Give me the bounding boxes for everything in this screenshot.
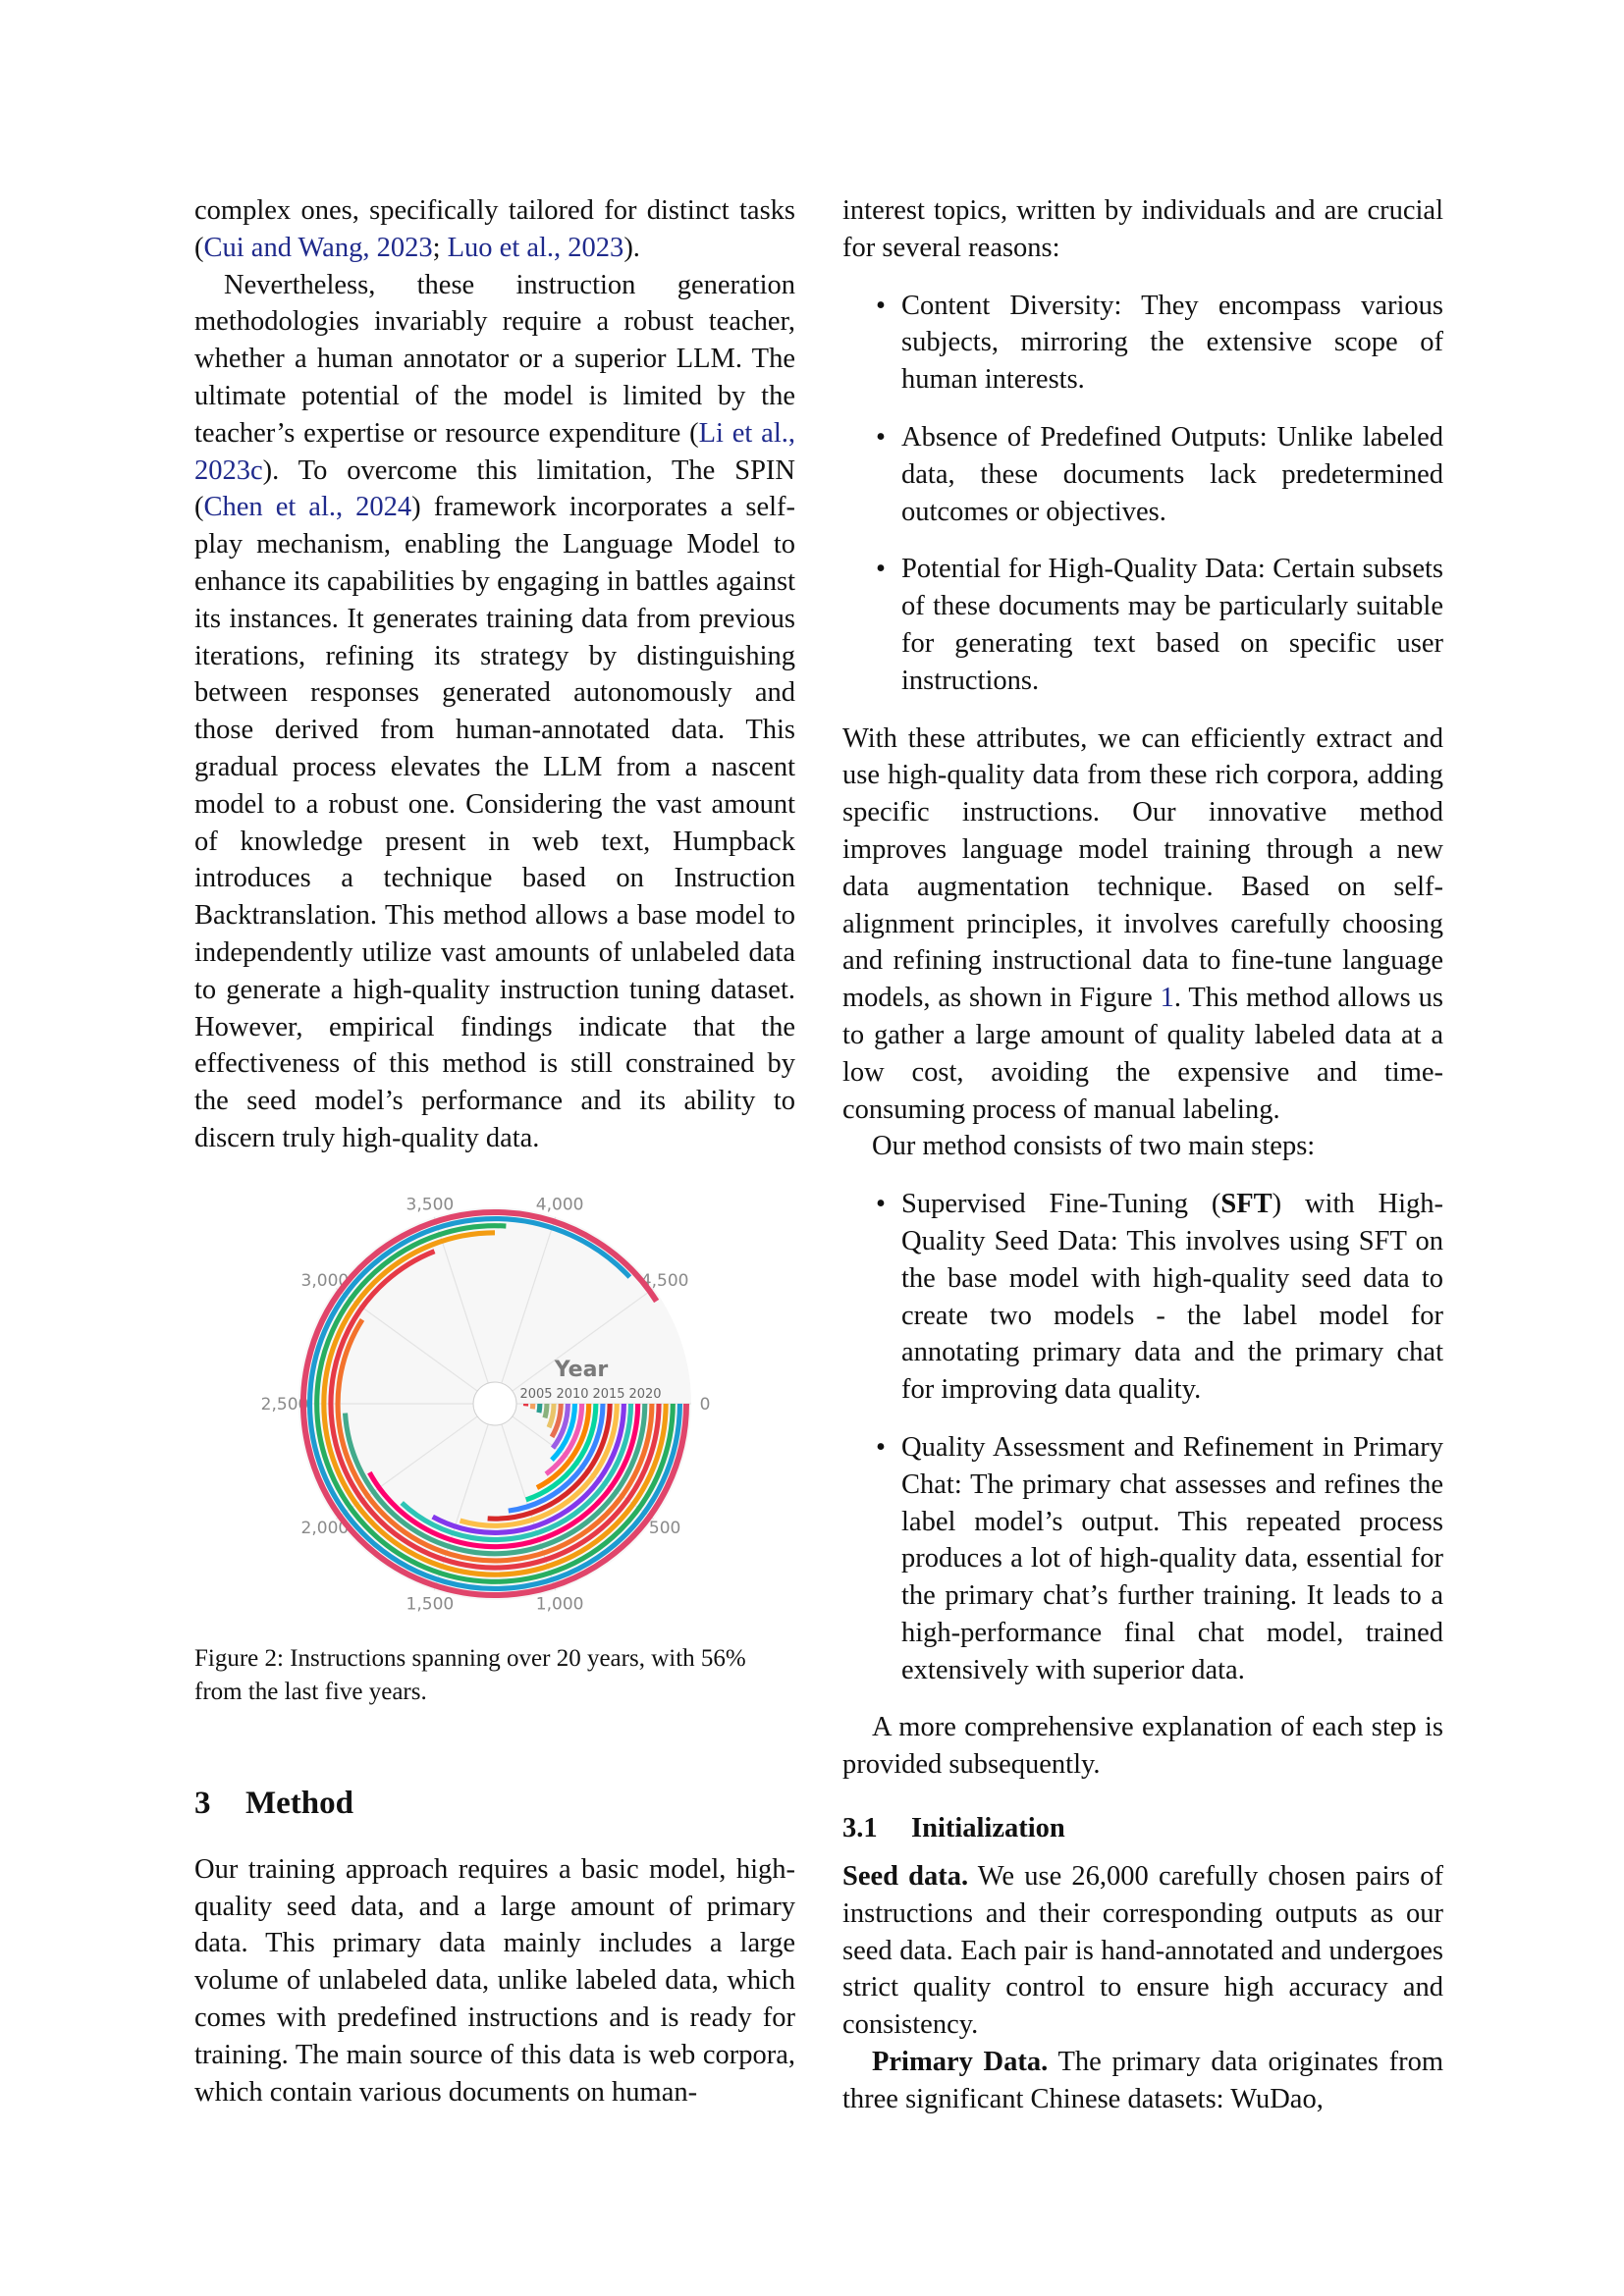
year-bar-2003: [539, 1404, 540, 1413]
axis-tick-label: 2,000: [300, 1518, 350, 1538]
paragraph-attributes: With these attributes, we can efficiently extract and use high-quality data from these rich corpora, adding specific instructions. Our innovative method improves language model training through a new data augmentation technique. Based on self-alignment principles, it involves carefully choosing and refining instructional data to fine-tune language models, as shown in Figure 1. This method allows us to gather a large amount of quality labeled data at a low cost, avoiding the expensive and time-consuming process of manual labeling.: [842, 722, 1443, 1125]
axis-tick-label: 1,500: [406, 1594, 455, 1615]
chart-center-hole: [473, 1382, 516, 1425]
list-item: • Content Diversity: They encompass various subjects, mirroring the extensive scope of human interests.: [876, 290, 1443, 396]
axis-tick-label: 1,000: [535, 1594, 584, 1615]
paragraph-teacher: Nevertheless, these instruction generation methodologies invariably require a robust teacher, whether a human annotator or a superior LLM. The ultimate potential of the model is limited by the teacher’s expertise or resource expenditure (Li et al., 2023c). To overcome this limitation, The SPIN (Chen et al., 2024) framework incorporates a self-play mechanism, enabling the Language Model to enhance its capabilities by engaging in battles against its instances. It generates training data from previous iterations, refining its strategy by distinguishing between responses generated autonomously and those derived from human-annotated data. This gradual process elevates the LLM from a nascent model to a robust one. Considering the vast amount of knowledge present in web text, Humpback introduces a technique based on Instruction Backtranslation. This method allows a base model to independently utilize vast amounts of unlabeled data to generate a high-quality instruction tuning dataset. However, empirical findings indicate that the effectiveness of this method is still constrained by the seed model’s performance and its ability to discern truly high-quality data.: [194, 269, 795, 1153]
axis-tick-label: 3,500: [406, 1195, 455, 1215]
axis-tick-label: 2,500: [260, 1394, 309, 1415]
list-item: • Absence of Predefined Outputs: Unlike labeled data, these documents lack predetermined outcomes or objectives.: [876, 421, 1443, 527]
citation-luo[interactable]: Luo et al., 2023: [447, 232, 624, 263]
list-item: • Supervised Fine-Tuning (SFT) with High-Quality Seed Data: This involves using SFT on the base model with high-quality seed data to create two models - the label model for annotating primary data and the primary chat for improving data quality.: [876, 1189, 1443, 1406]
axis-tick-label: 4,000: [535, 1195, 584, 1215]
paragraph-interest-topics: interest topics, written by individuals and are crucial for several reasons:: [842, 195, 1443, 263]
citation-cui-wang[interactable]: Cui and Wang, 2023: [203, 232, 433, 263]
attributes-list: [842, 288, 1443, 700]
axis-tick-label: 0: [699, 1394, 711, 1415]
year-label: 2015: [592, 1386, 625, 1402]
chart-title: Year: [554, 1357, 609, 1382]
year-label: 2020: [628, 1386, 662, 1402]
year-label: 2005: [519, 1386, 553, 1402]
steps-list: [842, 1186, 1443, 1688]
figure-2: [194, 1193, 795, 1709]
paragraph-intro: complex ones, specifically tailored for distinct tasks (Cui and Wang, 2023; Luo et al., 2023).: [194, 195, 795, 263]
year-label: 2010: [556, 1386, 589, 1402]
axis-tick-label: 4,500: [640, 1270, 689, 1291]
axis-tick-label: 500: [648, 1518, 681, 1538]
list-item: • Potential for High-Quality Data: Certain subsets of these documents may be particularly suitable for generating text based on specific user instructions.: [876, 554, 1443, 696]
figure-ref-1[interactable]: 1: [1160, 983, 1174, 1014]
year-bar-2004: [545, 1404, 547, 1417]
radial-year-chart: [249, 1193, 740, 1625]
axis-tick-label: 3,000: [300, 1270, 350, 1291]
paragraph-explanation: A more comprehensive explanation of each step is provided subsequently.: [842, 1712, 1443, 1781]
subsection-heading-initialization: 3.1 Initialization: [842, 1813, 1065, 1844]
paragraph-primary-data: Primary Data. The primary data originates from three significant Chinese datasets: WuDao,: [842, 2047, 1443, 2114]
paragraph-seed-data: Seed data. We use 26,000 carefully chosen pairs of instructions and their corresponding outputs as our seed data. Each pair is hand-annotated and undergoes strict quality control to ensure high accuracy and consistency.: [842, 1861, 1443, 2041]
right-column: [842, 192, 1443, 2118]
section-heading-method: 3 Method: [194, 1785, 353, 1821]
figure-caption: Figure 2: Instructions spanning over 20 years, with 56% from the last five years.: [194, 1644, 746, 1705]
paragraph-training-approach: Our training approach requires a basic model, high-quality seed data, and a large amount of primary data. This primary data mainly includes a large volume of unlabeled data, unlike labeled data, which comes with predefined instructions and is ready for training. The main source of this data is web corpora, which contain various documents on human-: [194, 1853, 795, 2108]
left-column: [194, 192, 795, 2110]
citation-li[interactable]: Li et al., 2023c: [194, 417, 795, 486]
list-item: • Quality Assessment and Refinement in Primary Chat: The primary chat assesses and refines the label model’s output. This repeated process produces a lot of high-quality data, essential for the primary chat’s further training. It leads to a high-performance final chat model, trained extensively with superior data.: [876, 1431, 1443, 1685]
citation-chen[interactable]: Chen et al., 2024: [203, 492, 412, 523]
paragraph-two-steps: Our method consists of two main steps:: [872, 1131, 1316, 1162]
